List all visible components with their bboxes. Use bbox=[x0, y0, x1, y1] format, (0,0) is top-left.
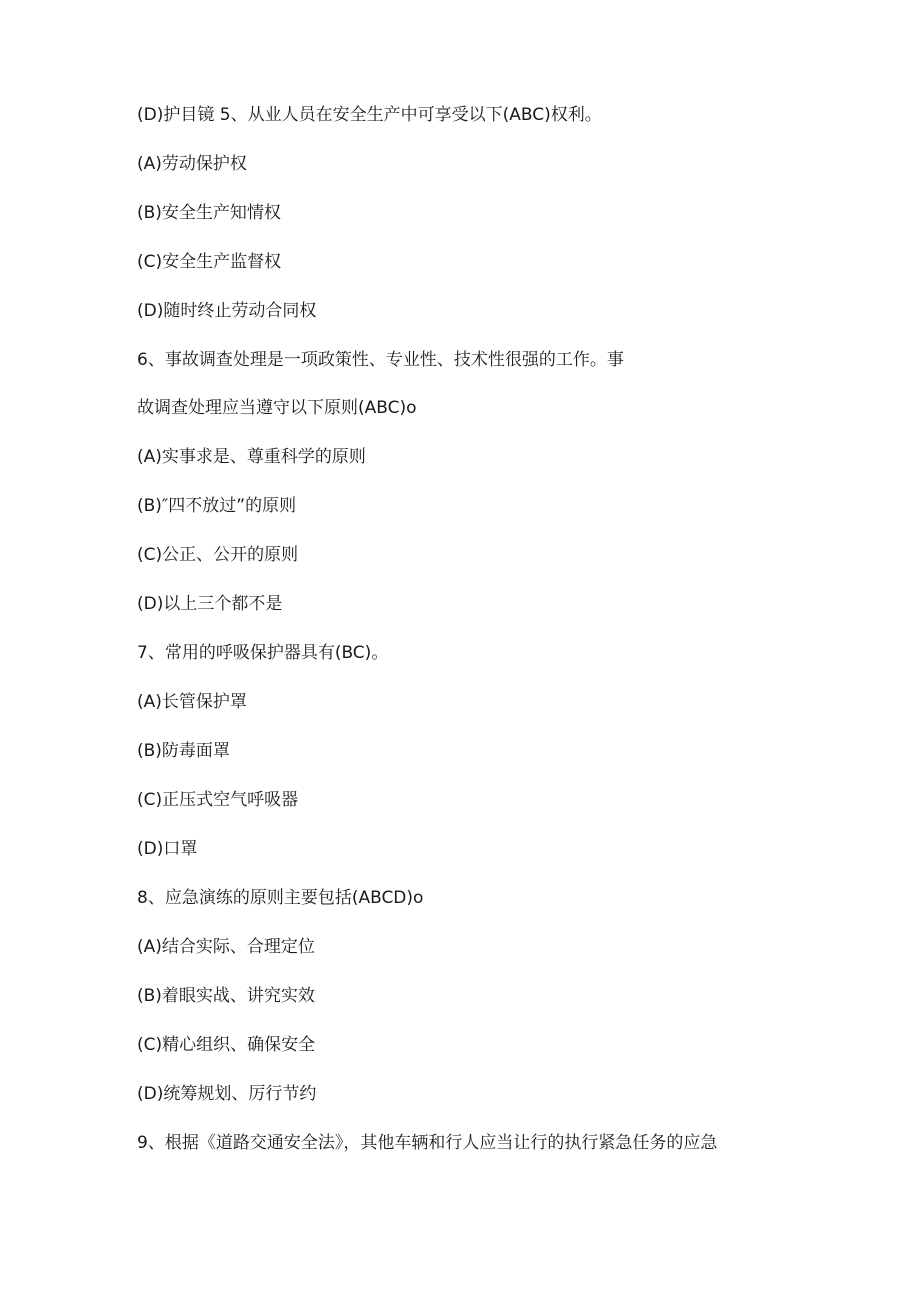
q5-option-c: (C)安全生产监督权 bbox=[137, 252, 282, 272]
q6-option-a: (A)实事求是、尊重科学的原则 bbox=[137, 447, 366, 467]
q8-option-b: (B)着眼实战、讲究实效 bbox=[137, 986, 315, 1006]
q8-option-d: (D)统筹规划、厉行节约 bbox=[137, 1084, 317, 1104]
q7-option-b: (B)防毒面罩 bbox=[137, 741, 230, 761]
question-6-text: 6、事故调查处理是一项政策性、专业性、技术性很强的工作。事 bbox=[137, 350, 624, 370]
q6-option-c: (C)公正、公开的原则 bbox=[137, 545, 299, 565]
q5-option-d: (D)随时终止劳动合同权 bbox=[137, 301, 317, 321]
q6-option-b: (B)″四不放过”的原则 bbox=[137, 496, 297, 516]
q7-option-d: (D)口罩 bbox=[137, 839, 198, 859]
q8-option-a: (A)结合实际、合理定位 bbox=[137, 937, 315, 957]
question-8-text: 8、应急演练的原则主要包括(ABCD)o bbox=[137, 888, 424, 908]
q7-option-c: (C)正压式空气呼吸器 bbox=[137, 790, 299, 810]
question-7-text: 7、常用的呼吸保护器具有(BC)。 bbox=[137, 643, 389, 663]
q7-option-a: (A)长管保护罩 bbox=[137, 692, 247, 712]
q5-option-a: (A)劳动保护权 bbox=[137, 154, 247, 174]
q6-option-d: (D)以上三个都不是 bbox=[137, 594, 283, 614]
question-6-text-cont: 故调查处理应当遵守以下原则(ABC)o bbox=[137, 398, 417, 418]
question-5-text: (D)护目镜 5、从业人员在安全生产中可享受以下(ABC)权利。 bbox=[137, 105, 602, 125]
q5-option-b: (B)安全生产知情权 bbox=[137, 203, 281, 223]
q8-option-c: (C)精心组织、确保安全 bbox=[137, 1035, 316, 1055]
question-9-text: 9、根据《道路交通安全法》，其他车辆和行人应当让行的执行紧急任务的应急 bbox=[137, 1133, 718, 1153]
